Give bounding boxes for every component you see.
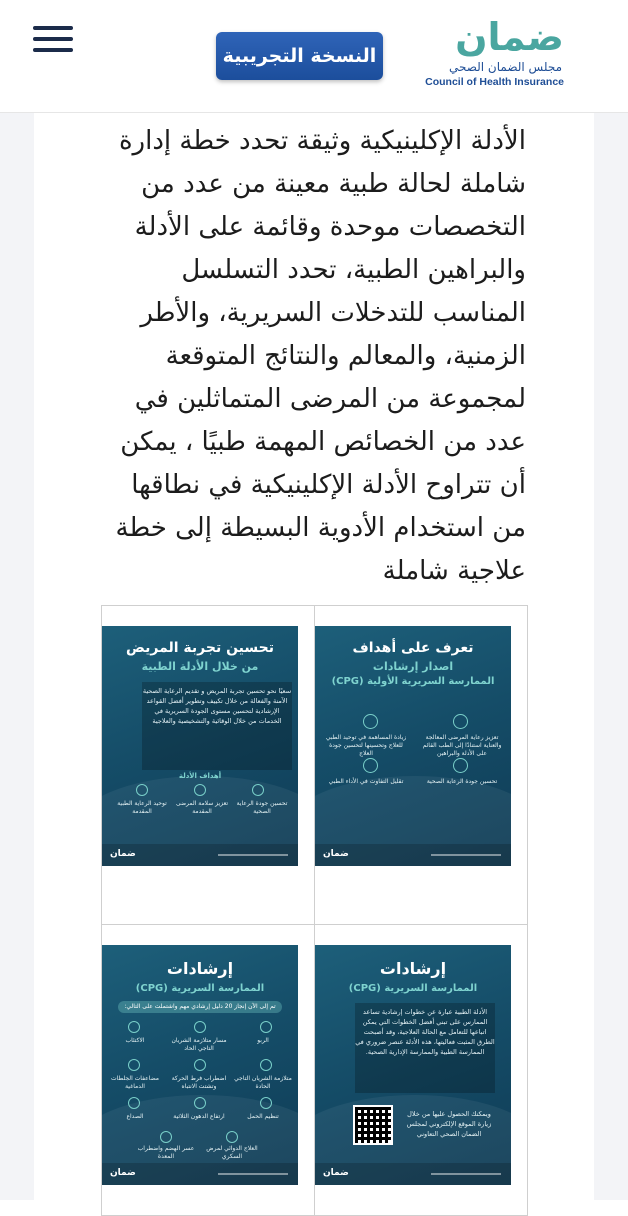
medical-chart-icon (363, 714, 378, 729)
qr-code-icon (353, 1105, 393, 1145)
badge-check-icon (453, 714, 468, 729)
poster-footer-text: ويمكنك الحصول عليها من خلال زيارة الموقع الإلكتروني لمجلس الضمان الصحي التعاوني (406, 1110, 492, 1138)
poster-cpg-goals (315, 626, 511, 866)
goal-item: تحسين جودة الرعاية الصحية (426, 778, 498, 785)
topic-item: تنظيم الحمل (247, 1113, 279, 1120)
check-icon (252, 784, 264, 796)
poster-subtitle: الممارسة السريرية (CPG) (348, 983, 478, 994)
poster-subtitle: الممارسة السريرية (CPG) (135, 983, 265, 994)
topic-item: مسار متلازمة الشريان التاجي الحاد (171, 1037, 227, 1052)
users-icon (136, 784, 148, 796)
topic-item: متلازمة الشريان التاجي الحادة (234, 1075, 292, 1090)
poster-subtitle-2: الممارسة السريرية الأولية (CPG) (331, 676, 495, 687)
pregnancy-icon (260, 1097, 272, 1109)
poster-card-cpg-definition[interactable] (314, 924, 528, 1216)
heart-pulse-icon (260, 1059, 272, 1071)
poster-patient-experience (102, 626, 298, 866)
app-header (0, 0, 628, 113)
poster-brand: ضمان (323, 849, 349, 859)
poster-title: إرشادات (166, 959, 234, 978)
logo-arabic-name: مجلس الضمان الصحي (448, 60, 562, 74)
poster-badge: تم إلى الآن إنجاز 20 دليل إرشادي مهم واشتملت على التالي: (118, 1001, 282, 1013)
logo-english-name: Council of Health Insurance (425, 76, 564, 88)
topic-item: مضاعفات الجلطات الدماغية (111, 1075, 159, 1090)
poster-card-cpg-list[interactable] (101, 924, 315, 1216)
poster-subtitle: من خلال الأدلة الطبية (141, 660, 259, 673)
poster-body: سعيًا نحو تحسين تجربة المريض و تقديم الرعاية الصحية الآمنة والفعالة من خلال تكييف وتطوير أفضل القواعد الإرشادية لتحسين مستوى الجودة السريرية في الخدمات من خلال الوقائية والتشخيصية والعلاجية (142, 687, 292, 725)
goal-item: تعزيز سلامة المرضى المقدمة (175, 800, 229, 815)
heart-icon (194, 1021, 206, 1033)
goal-item: توحيد الرعاية الطبية المقدمة (117, 800, 167, 815)
topic-item: اضطراب فرط الحركة وتشتت الانتباه (171, 1075, 227, 1090)
lungs-icon (260, 1021, 272, 1033)
poster-brand: ضمان (323, 1168, 349, 1178)
goal-item: زيادة المساهمة في توحيد الطبي للعلاج وتحسينها لتحسين جودة العلاج (325, 734, 407, 757)
left-margin (0, 113, 34, 1200)
goal-item: تقليل التفاوت في الأداء الطبي (328, 778, 404, 785)
droplet-icon (194, 1097, 206, 1109)
article-paragraph: الأدلة الإكلينيكية وثيقة تحدد خطة إدارة شاملة لحالة طبية معينة من عدد من التخصصات موحدة وقائمة على الأدلة والبراهين الطبية، تحدد التسلسل المناسب للتدخلات السريرية، والأطر الزمنية، والمعالم والنتائج المتوقعة لمجموعة من المرضى المتماثلين في عدد من الخصائص المهمة طبيًا ، يمكن أن تتراوح الأدلة الإكلينيكية في نطاقها من استخدام الأدوية البسيطة إلى خطة علاجية شاملة (115, 126, 526, 586)
child-icon (194, 1059, 206, 1071)
topic-item: الاكتئاب (125, 1037, 145, 1044)
poster-title: إرشادات (379, 959, 447, 978)
topic-item: ارتفاع الدهون الثلاثية (173, 1113, 225, 1120)
logo-wordmark: ضمان (455, 15, 564, 59)
topic-item: الربو (257, 1037, 269, 1044)
poster-title: تعرف على أهداف (352, 640, 474, 656)
poster-card-goals[interactable] (314, 605, 528, 925)
goal-item: تعزيز رعاية المرضى المعالجة والعناية استنادًا إلى الطب القائم على الأدلة والبراهين (422, 734, 502, 757)
heart-icon (453, 758, 468, 773)
trial-version-button[interactable]: النسخة التجريبية (216, 32, 383, 80)
right-margin (594, 113, 628, 1200)
brain-icon (128, 1021, 140, 1033)
poster-cpg-definition (315, 945, 511, 1185)
poster-body: الأدلة الطبية عبارة عن خطوات إرشادية تساعد الممارس على تبني أفضل الخطوات التي يمكن اتباعها للتعامل مع الحالة العلاجية، وقد أصبحت الطرق المثبت فعاليتها، هذه الأدلة عنصر ضروري في الممارسة الطبية والممارسة الإدارية الصحية. (355, 1008, 495, 1056)
shield-icon (194, 784, 206, 796)
pill-icon (226, 1131, 238, 1143)
goal-item: تحسين جودة الرعاية الصحية (236, 800, 288, 815)
topic-item: عسر الهضم واضطراب المعدة (137, 1145, 195, 1160)
poster-card-patient-experience[interactable] (101, 605, 315, 925)
hamburger-menu-icon[interactable] (33, 26, 75, 52)
poster-cpg-list (102, 945, 298, 1185)
stroke-icon (128, 1059, 140, 1071)
poster-subtitle: اصدار إرشادات (372, 660, 454, 673)
scale-icon (363, 758, 378, 773)
poster-title: تحسين تجربة المريض (126, 640, 274, 656)
council-logo[interactable] (418, 14, 566, 94)
poster-brand: ضمان (110, 849, 136, 859)
stomach-icon (160, 1131, 172, 1143)
goals-label: أهداف الأدلة (178, 772, 222, 780)
topic-item: الصداع (126, 1113, 144, 1120)
topic-item: العلاج الدوائي لمرض السكري (206, 1145, 258, 1160)
head-icon (128, 1097, 140, 1109)
poster-brand: ضمان (110, 1168, 136, 1178)
